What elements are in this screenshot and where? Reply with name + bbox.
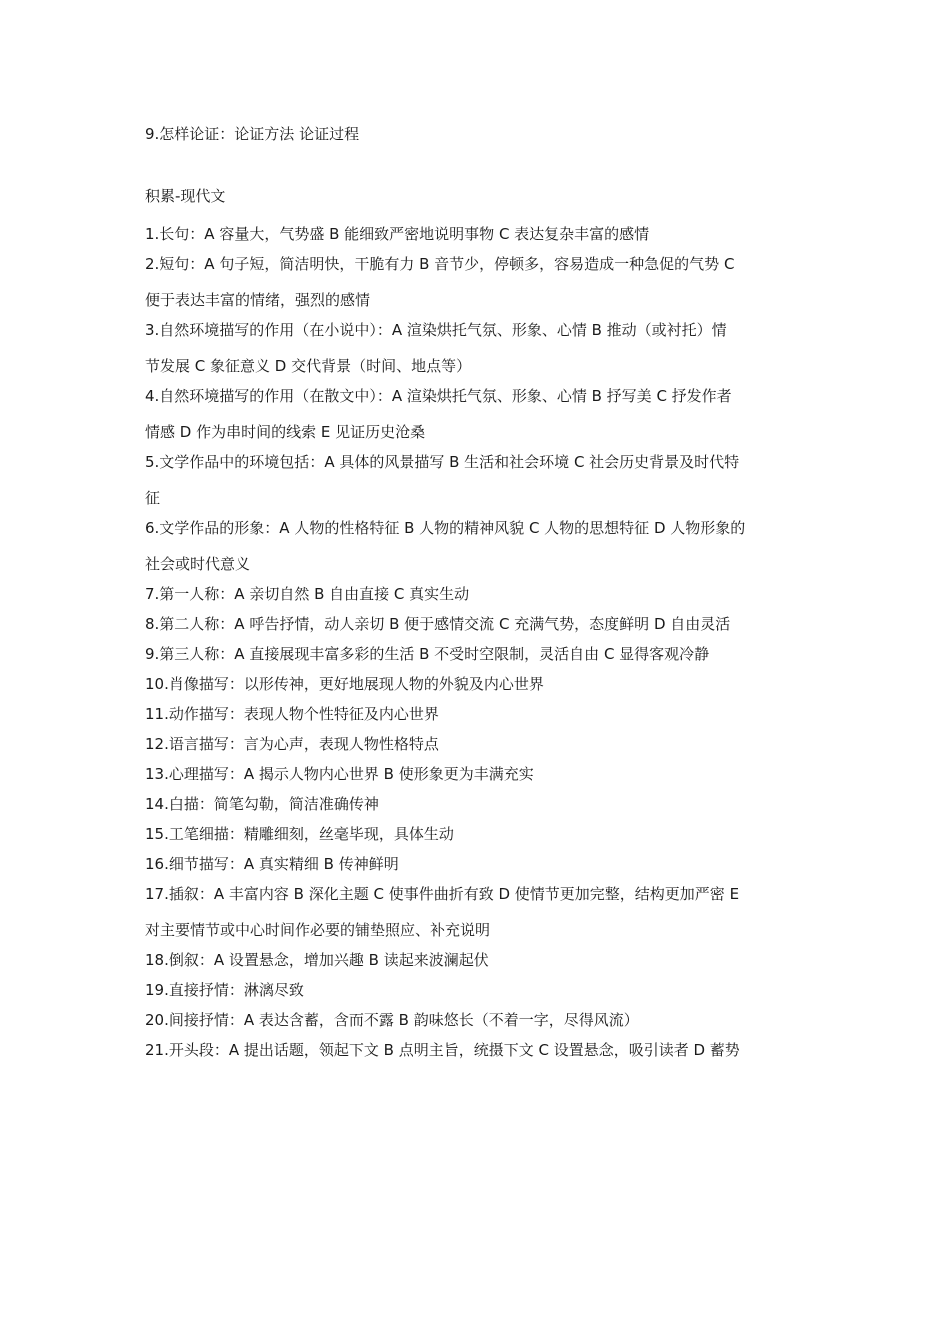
- list-item-line: 19.直接抒情：淋漓尽致: [145, 981, 304, 999]
- list-item-line: 21.开头段：A 提出话题，领起下文 B 点明主旨，统摄下文 C 设置悬念，吸引读者 D 蓄势: [145, 1041, 740, 1059]
- list-item-line: 9.第三人称：A 直接展现丰富多彩的生活 B 不受时空限制，灵活自由 C 显得客观冷静: [145, 645, 710, 663]
- list-item-line: 节发展 C 象征意义 D 交代背景（时间、地点等）: [145, 357, 472, 375]
- list-item: [145, 824, 810, 844]
- list-item: [145, 1040, 810, 1060]
- list-item: [145, 452, 810, 508]
- list-item-line: 17.插叙：A 丰富内容 B 深化主题 C 使事件曲折有致 D 使情节更加完整，结构更加严密 E: [145, 885, 740, 903]
- list-item: [145, 518, 810, 574]
- list-item: [145, 794, 810, 814]
- list-item: [145, 884, 810, 940]
- list-item-line: 社会或时代意义: [145, 555, 251, 573]
- list-item-line: 18.倒叙：A 设置悬念，增加兴趣 B 读起来波澜起伏: [145, 951, 489, 969]
- list-item-line: 便于表达丰富的情绪，强烈的感情: [145, 291, 371, 309]
- list-item-line: 7.第一人称：A 亲切自然 B 自由直接 C 真实生动: [145, 585, 470, 603]
- list-item: [145, 1010, 810, 1030]
- list-item: [145, 674, 810, 694]
- list-item: [145, 734, 810, 754]
- list-item-line: 20.间接抒情：A 表达含蓄，含而不露 B 韵味悠长（不着一字，尽得风流）: [145, 1011, 639, 1029]
- list-item: [145, 584, 810, 604]
- list-item-line: 14.白描：简笔勾勒，简洁准确传神: [145, 795, 379, 813]
- list-item-line: 5.文学作品中的环境包括：A 具体的风景描写 B 生活和社会环境 C 社会历史背景及时代特: [145, 453, 740, 471]
- list-item-line: 征: [145, 489, 161, 507]
- section-title: 积累-现代文: [145, 187, 226, 205]
- list-item-line: 15.工笔细描：精雕细刻，丝毫毕现，具体生动: [145, 825, 454, 843]
- list-item: [145, 614, 810, 634]
- list-item-line: 12.语言描写：言为心声，表现人物性格特点: [145, 735, 439, 753]
- list-item-line: 4.自然环境描写的作用（在散文中）：A 渲染烘托气氛、形象、心情 B 抒写美 C 抒发作者: [145, 387, 732, 405]
- document-page: [145, 124, 810, 1070]
- list-item-line: 11.动作描写：表现人物个性特征及内心世界: [145, 705, 439, 723]
- list-item-line: 8.第二人称：A 呼告抒情，动人亲切 B 便于感情交流 C 充满气势，态度鲜明 D 自由灵活: [145, 615, 731, 633]
- list-item: [145, 644, 810, 664]
- list-item: [145, 854, 810, 874]
- list-item-line: 情感 D 作为串时间的线索 E 见证历史沧桑: [145, 423, 426, 441]
- list-item-line: 1.长句：A 容量大，气势盛 B 能细致严密地说明事物 C 表达复杂丰富的感情: [145, 225, 650, 243]
- list-item-line: 2.短句：A 句子短，简洁明快，干脆有力 B 音节少，停顿多，容易造成一种急促的气势 C: [145, 255, 735, 273]
- list-item-line: 16.细节描写：A 真实精细 B 传神鲜明: [145, 855, 399, 873]
- list-item: [145, 950, 810, 970]
- list-item: [145, 320, 810, 376]
- list-item: [145, 980, 810, 1000]
- list-item-line: 6.文学作品的形象：A 人物的性格特征 B 人物的精神风貌 C 人物的思想特征 D 人物形象的: [145, 519, 746, 537]
- list-item-line: 3.自然环境描写的作用（在小说中）：A 渲染烘托气氛、形象、心情 B 推动（或衬托）情: [145, 321, 727, 339]
- list-item-line: 对主要情节或中心时间作必要的铺垫照应、补充说明: [145, 921, 491, 939]
- list-item: [145, 386, 810, 442]
- list-item-line: 13.心理描写：A 揭示人物内心世界 B 使形象更为丰满充实: [145, 765, 534, 783]
- list-item: [145, 704, 810, 724]
- list-item: [145, 764, 810, 784]
- item-list: [145, 224, 810, 1060]
- list-item: [145, 224, 810, 244]
- intro-line: 9.怎样论证：论证方法 论证过程: [145, 125, 360, 143]
- list-item: [145, 254, 810, 310]
- list-item-line: 10.肖像描写：以形传神，更好地展现人物的外貌及内心世界: [145, 675, 544, 693]
